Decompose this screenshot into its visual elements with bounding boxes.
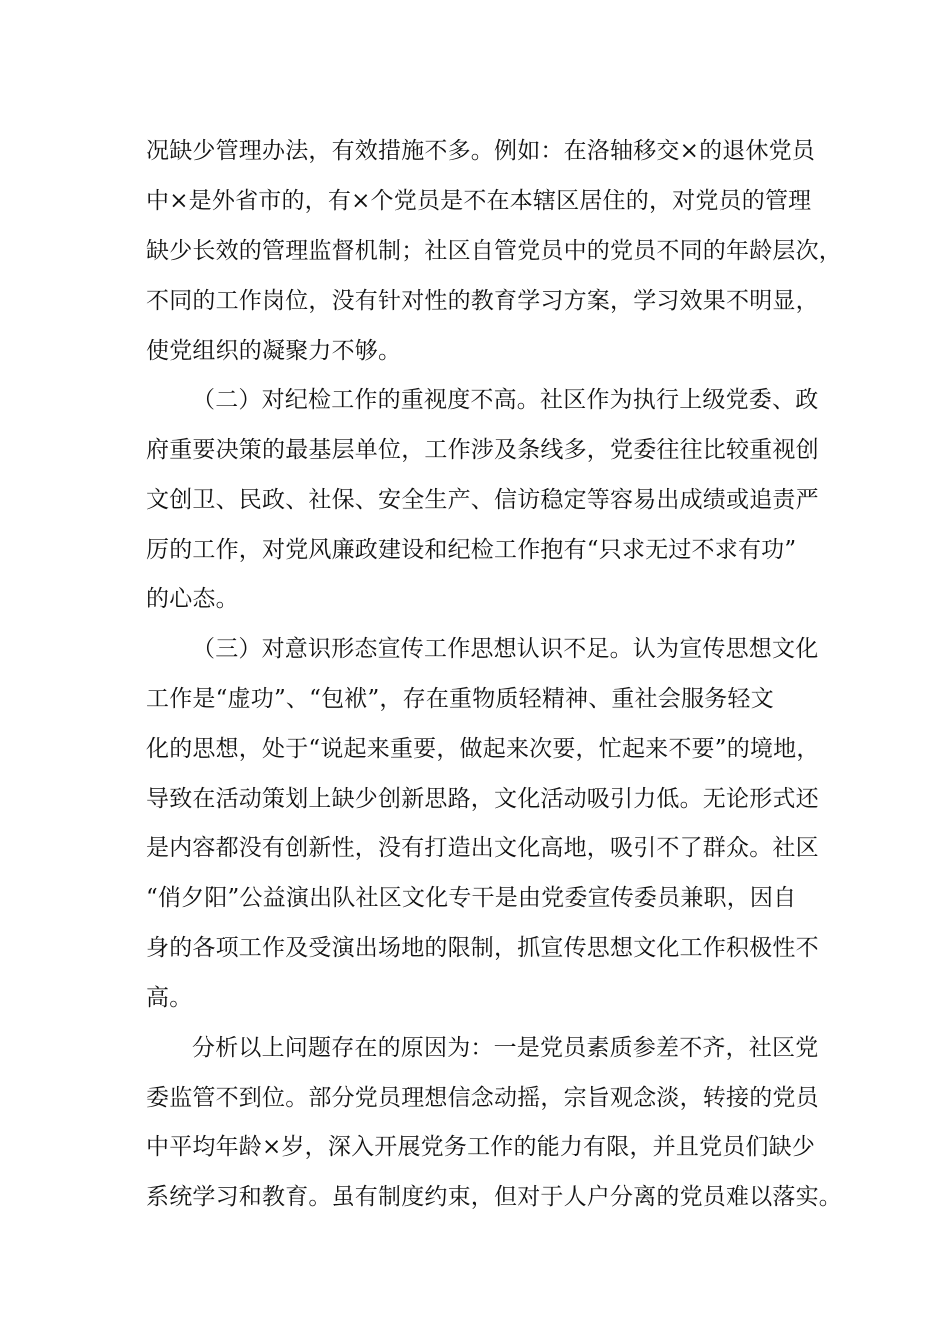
text-line: 导致在活动策划上缺少创新思路，文化活动吸引力低。无论形式还 (146, 786, 819, 812)
text-line: 工作是“虚功”、“包袱”，存在重物质轻精神、重社会服务轻文 (146, 686, 774, 712)
paragraph-start-line: （三）对意识形态宣传工作思想认识不足。认为宣传思想文化 (192, 636, 819, 662)
text-line: 中平均年龄×岁，深入开展党务工作的能力有限，并且党员们缺少 (146, 1134, 816, 1160)
paragraph-start-line: （二）对纪检工作的重视度不高。社区作为执行上级党委、政 (192, 387, 819, 413)
text-line: 委监管不到位。部分党员理想信念动摇，宗旨观念淡，转接的党员 (146, 1085, 819, 1111)
text-line: “俏夕阳”公益演出队社区文化专干是由党委宣传委员兼职，因自 (146, 885, 797, 911)
text-line: 身的各项工作及受演出场地的限制，抓宣传思想文化工作积极性不 (146, 935, 819, 961)
text-line: 化的思想，处于“说起来重要，做起来次要，忙起来不要”的境地， (146, 736, 820, 762)
text-line: 府重要决策的最基层单位，工作涉及条线多，党委往往比较重视创 (146, 437, 819, 463)
text-line: 厉的工作，对党风廉政建设和纪检工作抱有“只求无过不求有功” (146, 537, 797, 563)
text-line: 高。 (146, 985, 193, 1011)
text-line: 中×是外省市的，有×个党员是不在本辖区居住的，对党员的管理 (146, 188, 812, 214)
text-line: 不同的工作岗位，没有针对性的教育学习方案，学习效果不明显， (146, 288, 819, 314)
paragraph-start-line: 分析以上问题存在的原因为：一是党员素质参差不齐，社区党 (192, 1035, 819, 1061)
text-line: 的心态。 (146, 586, 239, 612)
text-line: 况缺少管理办法，有效措施不多。例如：在洛轴移交×的退休党员 (146, 138, 816, 164)
text-line: 使党组织的凝聚力不够。 (146, 338, 402, 364)
text-line: 系统学习和教育。虽有制度约束，但对于人户分离的党员难以落实。 (146, 1184, 842, 1210)
text-line: 文创卫、民政、社保、安全生产、信访稳定等容易出成绩或追责严 (146, 487, 819, 513)
text-line: 缺少长效的管理监督机制；社区自管党员中的党员不同的年龄层次， (146, 238, 842, 264)
text-line: 是内容都没有创新性，没有打造出文化高地，吸引不了群众。社区 (146, 835, 819, 861)
